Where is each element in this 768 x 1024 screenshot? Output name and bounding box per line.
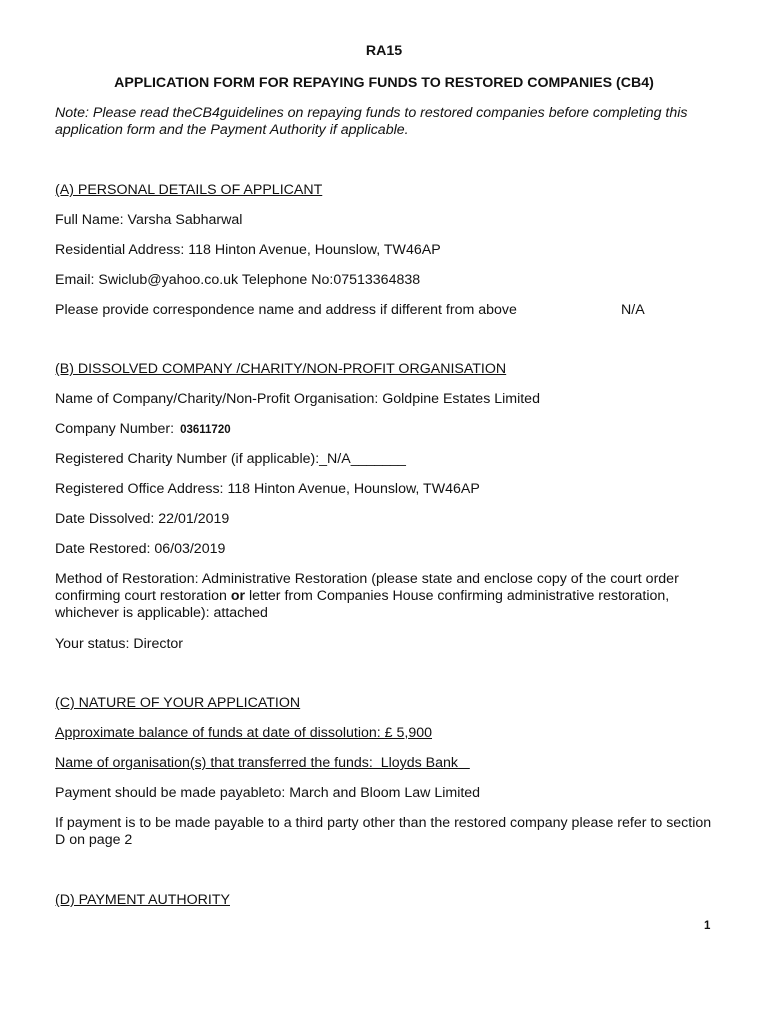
page-number: 1	[704, 920, 711, 932]
transferring-organisation-line: Name of organisation(s) that transferred the funds: Lloyds Bank	[55, 755, 470, 771]
form-code: RA15	[365, 43, 403, 59]
charity-number-line: Registered Charity Number (if applicable):_N/A_______	[55, 451, 406, 467]
company-number-line	[55, 421, 231, 439]
restoration-method-or: or	[230, 588, 246, 604]
form-title: APPLICATION FORM FOR REPAYING FUNDS TO RESTORED COMPANIES (CB4)	[114, 75, 654, 91]
section-a-heading: (A) PERSONAL DETAILS OF APPLICANT	[55, 182, 323, 198]
section-c-heading: (C) NATURE OF YOUR APPLICATION	[55, 695, 301, 711]
date-dissolved-line: Date Dissolved: 22/01/2019	[55, 511, 230, 527]
company-number-label: Company Number:	[55, 421, 175, 437]
company-number-value: 03611720	[180, 424, 231, 436]
organisation-name-line: Name of Company/Charity/Non-Profit Organisation: Goldpine Estates Limited	[55, 391, 540, 407]
restoration-method-text-1: Method of Restoration: Administrative Restoration (please state and enclose copy of the court order confirming court restoration	[55, 571, 679, 604]
registered-office-line: Registered Office Address: 118 Hinton Avenue, Hounslow, TW46AP	[55, 481, 480, 497]
correspondence-value: N/A	[621, 302, 645, 318]
email-telephone-line: Email: Swiclub@yahoo.co.uk Telephone No:07513364838	[55, 272, 421, 288]
section-b-heading: (B) DISSOLVED COMPANY /CHARITY/NON-PROFIT ORGANISATION	[55, 361, 507, 377]
restoration-method-text-2: letter from Companies House confirming administrative restoration, whichever is applicable): attached	[55, 588, 670, 621]
full-name-line: Full Name: Varsha Sabharwal	[55, 212, 243, 228]
correspondence-line	[55, 302, 695, 319]
residential-address-line: Residential Address: 118 Hinton Avenue, Hounslow, TW46AP	[55, 242, 441, 258]
date-restored-line: Date Restored: 06/03/2019	[55, 541, 226, 557]
your-status-line: Your status: Director	[55, 636, 184, 652]
form-note: Note: Please read theCB4guidelines on repaying funds to restored companies before completing this application form and the Payment Authority if applicable.	[55, 105, 688, 138]
restoration-method-paragraph	[55, 571, 720, 622]
third-party-paragraph: If payment is to be made payable to a third party other than the restored company please refer to section D on page 2	[55, 815, 712, 848]
balance-line: Approximate balance of funds at date of dissolution: £ 5,900	[55, 725, 433, 741]
payable-to-line: Payment should be made payableto: March and Bloom Law Limited	[55, 785, 481, 801]
correspondence-label: Please provide correspondence name and address if different from above	[55, 302, 517, 318]
section-d-heading: (D) PAYMENT AUTHORITY	[55, 892, 230, 908]
